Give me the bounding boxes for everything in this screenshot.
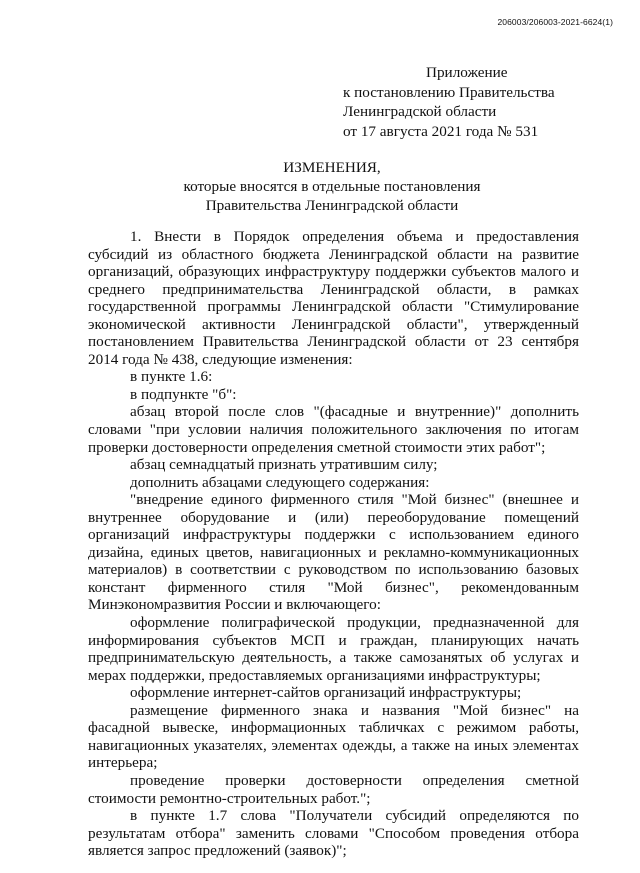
- paragraph: абзац семнадцатый признать утратившим силу;: [130, 456, 438, 474]
- paragraph: оформление полиграфической продукции, предназначенной для информирования субъектов МСП и граждан, планирующих начать предпринимательскую деятельность, а также самозанятых об услугах и мерах поддержки, предоставляемых организациями инфраструктуры;: [88, 614, 579, 684]
- paragraph: 1. Внести в Порядок определения объема и предоставления субсидий из областного бюджета Ленинградской области на развитие организаций, образующих инфраструктуру поддержки субъектов малого и среднего предпринимательства Ленинградской области, в рамках государственной программы Ленинградской области "Стимулирование экономической активности Ленинградской области", утвержденный постановлением Правительства Ленинградской области от 23 сентября 2014 года № 438, следующие изменения:: [88, 228, 579, 368]
- paragraph: абзац второй после слов "(фасадные и внутренние)" дополнить словами "при условии наличия положительного заключения по итогам проверки достоверности определения сметной стоимости этих работ";: [88, 403, 579, 456]
- appendix-line: от 17 августа 2021 года № 531: [343, 122, 539, 140]
- title-heading: ИЗМЕНЕНИЯ,: [283, 159, 381, 176]
- title-subtitle-line: Правительства Ленинградской области: [205, 197, 459, 214]
- paragraph: в пункте 1.7 слова "Получатели субсидий определяются по результатам отбора" заменить словами "Способом проведения отбора является запрос предложений (заявок)";: [88, 807, 579, 860]
- document-title: [0, 158, 640, 215]
- appendix-line: Приложение: [426, 64, 508, 81]
- document-body: [88, 228, 579, 860]
- title-subtitle-line: которые вносятся в отдельные постановления: [183, 178, 481, 195]
- paragraph: проведение проверки достоверности определения сметной стоимости ремонтно-строительных работ.";: [88, 771, 579, 807]
- document-id: 206003/206003-2021-6624(1): [497, 17, 613, 27]
- paragraph: размещение фирменного знака и названия "Мой бизнес" на фасадной вывеске, информационных табличках с режимом работы, навигационных указателях, элементах одежды, а также на иных элементах интерьера;: [88, 701, 579, 772]
- appendix-line: к постановлению Правительства: [343, 83, 555, 101]
- appendix-line: Ленинградской области: [343, 103, 497, 120]
- appendix-block: [343, 63, 555, 141]
- paragraph: в пункте 1.6:: [130, 368, 213, 386]
- paragraph: в подпункте "б":: [130, 385, 237, 403]
- paragraph: дополнить абзацами следующего содержания:: [130, 473, 430, 491]
- paragraph: оформление интернет-сайтов организаций инфраструктуры;: [130, 684, 522, 702]
- paragraph: "внедрение единого фирменного стиля "Мой бизнес" (внешнее и внутреннее оборудование и (или) переоборудование помещений организаций инфраструктуры поддержки с использованием единого дизайна, единых цветов, навигационных и рекламно-коммуникационных материалов) в соответствии с руководством по использованию базовых констант фирменного стиля "Мой бизнес", рекомендованным Минэкономразвития России и включающего:: [88, 491, 579, 614]
